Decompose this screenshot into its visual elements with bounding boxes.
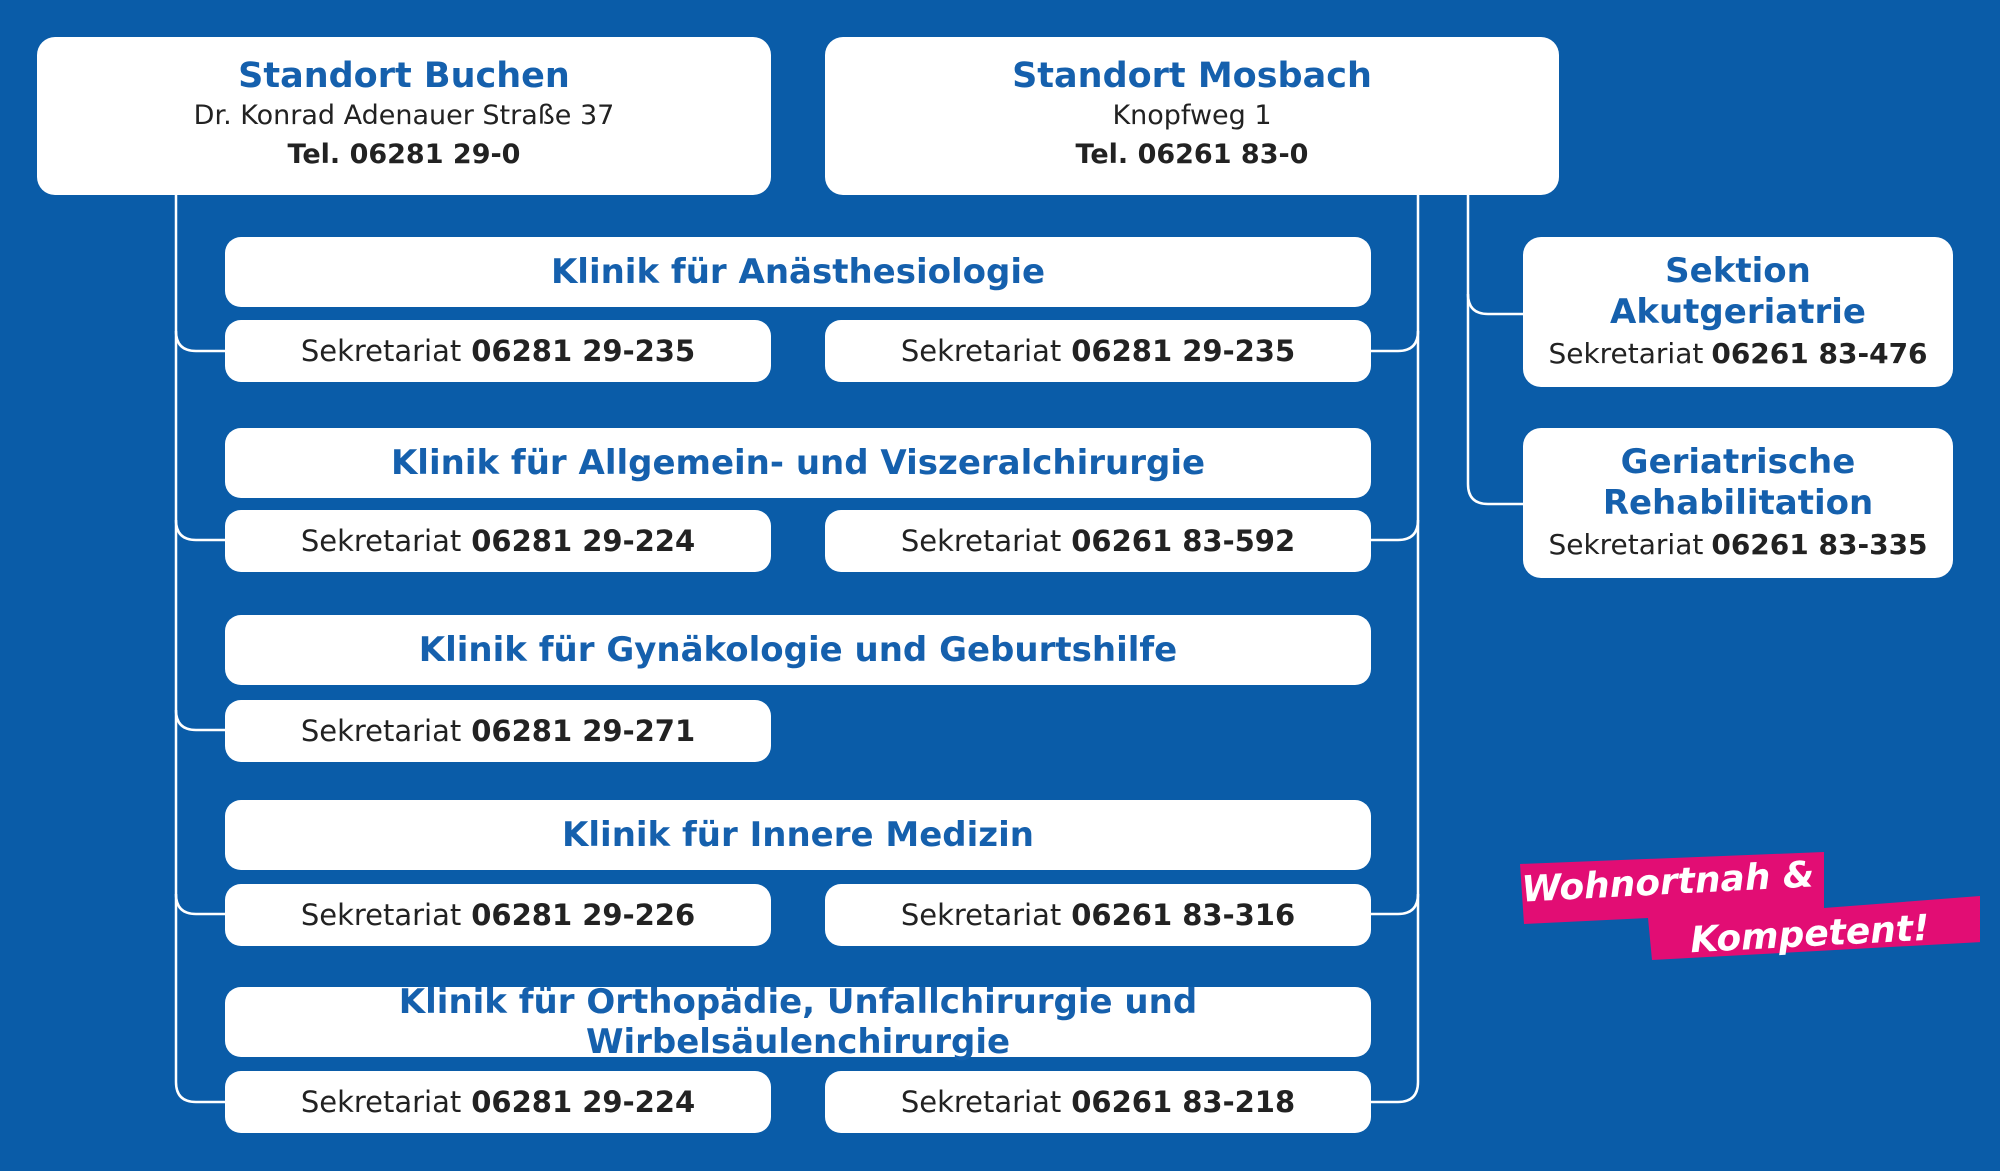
sekretariat-buchen-viszeralchirurgie	[225, 510, 771, 572]
badge-line1: Wohnortnah &	[1520, 854, 1816, 911]
sekretariat-mosbach-innere-medizin	[825, 884, 1371, 946]
phone-number: 06281 29-235	[1071, 334, 1296, 368]
phone-number: 06281 29-235	[471, 334, 696, 368]
site-mosbach-card	[825, 37, 1559, 195]
section-geriatrische-rehabilitation	[1523, 428, 1953, 578]
sekretariat-label: Sekretariat	[1548, 528, 1704, 561]
sekretariat-mosbach-orthopaedie	[825, 1071, 1371, 1133]
sekretariat-label: Sekretariat	[300, 524, 462, 558]
sekretariat-label: Sekretariat	[300, 714, 462, 748]
clinic-orthopaedie	[225, 982, 1371, 1062]
sekretariat-mosbach-viszeralchirurgie	[825, 510, 1371, 572]
sekretariat-mosbach-anaesthesiologie	[825, 320, 1371, 382]
sekretariat-label: Sekretariat	[900, 1085, 1062, 1119]
clinic-title: Klinik für Gynäkologie und Geburtshilfe	[418, 630, 1178, 670]
section-sekretariat	[1523, 333, 1953, 375]
clinic-anaesthesiologie	[225, 237, 1371, 307]
clinic-gynaekologie	[225, 615, 1371, 685]
clinic-title: Klinik für Orthopädie, Unfallchirurgie und Wirbelsäulenchirurgie	[398, 982, 1198, 1062]
clinic-innere-medizin	[225, 800, 1371, 870]
sekretariat-label: Sekretariat	[900, 524, 1062, 558]
sekretariat-label: Sekretariat	[300, 1085, 462, 1119]
phone-number: 06261 83-592	[1071, 524, 1296, 558]
sekretariat-label: Sekretariat	[300, 334, 462, 368]
phone-number: 06281 29-224	[471, 1085, 696, 1119]
phone-number: 06281 29-271	[471, 714, 696, 748]
clinic-title: Klinik für Anästhesiologie	[550, 252, 1046, 292]
section-title-line2: Rehabilitation	[1602, 483, 1874, 523]
sekretariat-buchen-anaesthesiologie	[225, 320, 771, 382]
clinic-viszeralchirurgie	[225, 428, 1371, 498]
section-title-line1: Geriatrische	[1620, 442, 1856, 482]
section-title-line1: Sektion	[1665, 251, 1811, 291]
site-buchen-title: Standort Buchen	[238, 56, 570, 96]
slogan-badge	[1520, 850, 1980, 962]
section-akutgeriatrie	[1523, 237, 1953, 387]
badge-line2: Kompetent!	[1689, 907, 1931, 962]
sekretariat-label: Sekretariat	[300, 898, 462, 932]
sekretariat-buchen-gynaekologie	[225, 700, 771, 762]
sekretariat-buchen-orthopaedie	[225, 1071, 771, 1133]
site-mosbach-address: Knopfweg 1	[1112, 100, 1272, 131]
section-title-line2: Akutgeriatrie	[1610, 292, 1866, 332]
sekretariat-label: Sekretariat	[900, 898, 1062, 932]
phone-number: 06261 83-316	[1071, 898, 1296, 932]
phone-number: 06281 29-224	[471, 524, 696, 558]
phone-number: 06261 83-218	[1071, 1085, 1296, 1119]
site-mosbach-tel: Tel. 06261 83-0	[1075, 139, 1309, 170]
phone-number: 06261 83-476	[1711, 337, 1928, 370]
sekretariat-label: Sekretariat	[900, 334, 1062, 368]
site-buchen-tel: Tel. 06281 29-0	[287, 139, 521, 170]
sekretariat-label: Sekretariat	[1548, 337, 1704, 370]
phone-number: 06261 83-335	[1711, 528, 1928, 561]
clinic-title: Klinik für Innere Medizin	[562, 815, 1034, 855]
site-buchen-address: Dr. Konrad Adenauer Straße 37	[193, 100, 615, 131]
phone-number: 06281 29-226	[471, 898, 696, 932]
section-sekretariat	[1523, 524, 1953, 566]
site-buchen-card	[37, 37, 771, 195]
sekretariat-buchen-innere-medizin	[225, 884, 771, 946]
clinic-title: Klinik für Allgemein- und Viszeralchirurgie	[390, 443, 1206, 483]
site-mosbach-title: Standort Mosbach	[1012, 56, 1372, 96]
